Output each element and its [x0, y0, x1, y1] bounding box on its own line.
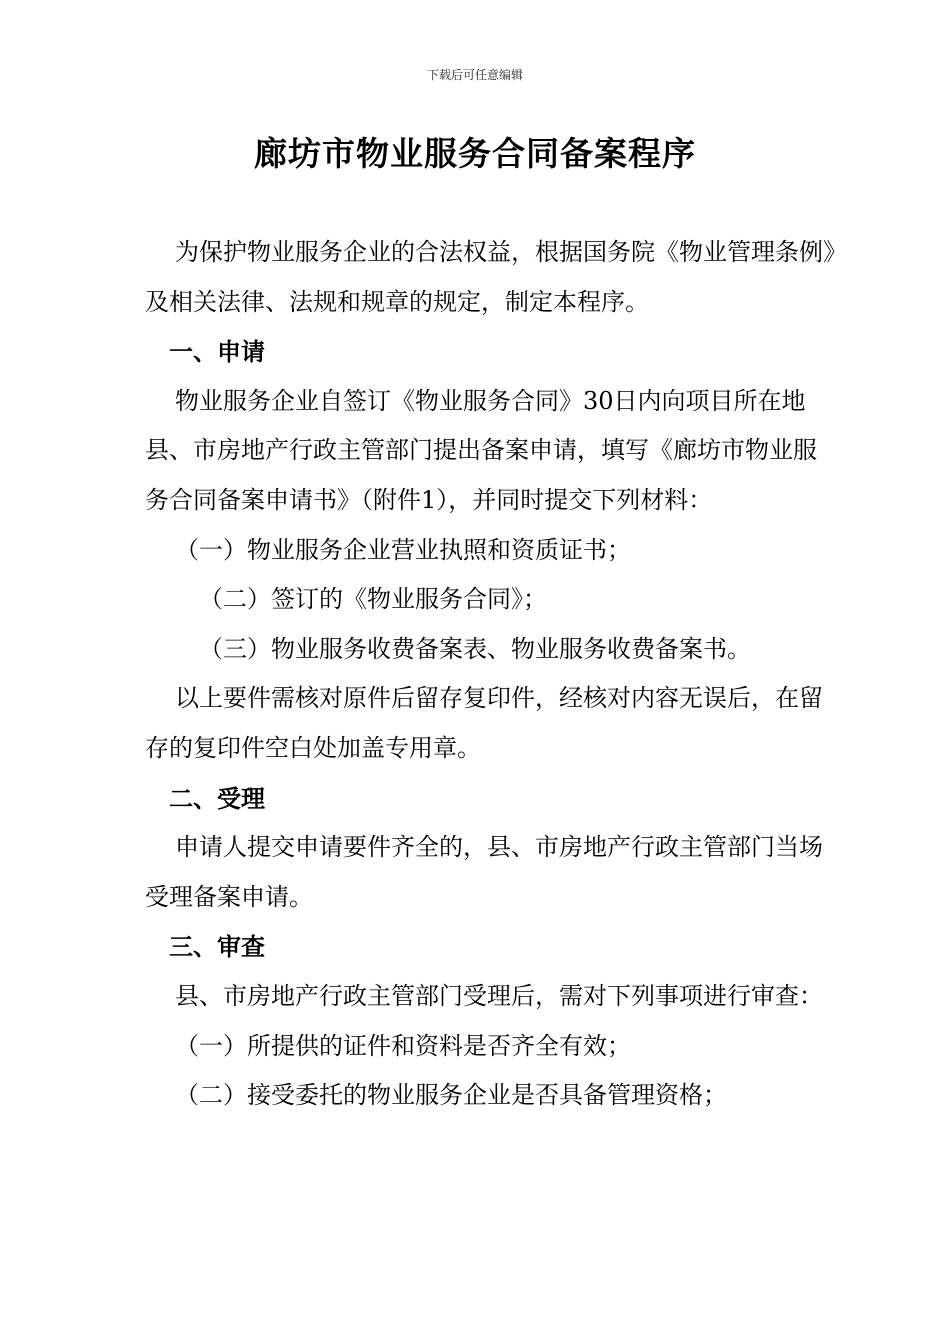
- document-title: 廊坊市物业服务合同备案程序: [254, 134, 696, 173]
- review-item-2: （二）接受委托的物业服务企业是否具备管理资格；: [175, 1081, 727, 1110]
- accept-paragraph: 申请人提交申请要件齐全的，县、市房地产行政主管部门当场受理备案申请。: [145, 833, 823, 911]
- apply-item-2: （二）签订的《物业服务合同》；: [199, 585, 547, 614]
- document-body: [145, 228, 835, 1121]
- apply-item-1: （一）物业服务企业营业执照和资质证书；: [175, 535, 631, 564]
- intro-paragraph: 为保护物业服务企业的合法权益，根据国务院《物业管理条例》及相关法律、法规和规章的规定，制定本程序。: [145, 238, 835, 316]
- apply-item-3: （三）物业服务收费备案表、物业服务收费备案书。: [199, 634, 751, 663]
- section-heading-apply: 一、申请: [169, 337, 265, 367]
- section-heading-review: 三、审查: [169, 932, 265, 962]
- apply-closing-paragraph: 以上要件需核对原件后留存复印件，经核对内容无误后，在留存的复印件空白处加盖专用章。: [145, 684, 823, 762]
- header-note: 下载后可任意编辑: [426, 68, 523, 82]
- review-item-1: （一）所提供的证件和资料是否齐全有效；: [175, 1031, 631, 1060]
- section-heading-accept: 二、受理: [169, 783, 265, 813]
- apply-paragraph: 物业服务企业自签订《物业服务合同》30日内向项目所在地县、市房地产行政主管部门提出备案申请，填写《廊坊市物业服务合同备案申请书》（附件1），并同时提交下列材料：: [145, 386, 817, 514]
- review-paragraph: 县、市房地产行政主管部门受理后，需对下列事项进行审查：: [175, 981, 823, 1010]
